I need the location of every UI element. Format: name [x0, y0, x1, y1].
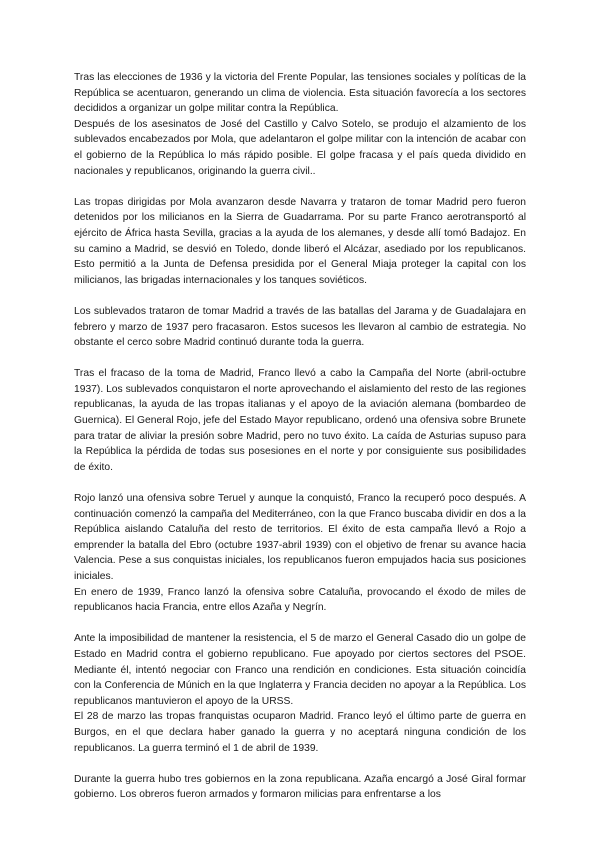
paragraph: Tras las elecciones de 1936 y la victoria del Frente Popular, las tensiones sociales y políticas de la República se acentuaron, generando un clima de violencia. Esta situación favorecía a los sectores decididos a organizar un golpe militar contra la República. — [74, 72, 526, 115]
paragraph: Tras el fracaso de la toma de Madrid, Franco llevó a cabo la Campaña del Norte (abril-octubre 1937). Los sublevados conquistaron el norte aprovechando el aislamiento del resto de las regiones republicanas, la ayuda de las tropas italianas y el apoyo de la aviación alemana (bombardeo de Guernica). El General Rojo, jefe del Estado Mayor republicano, ordenó una ofensiva sobre Brunete para tratar de aliviar la presión sobre Madrid, pero no tuvo éxito. La caída de Asturias supuso para la República la pérdida de todas sus posesiones en el norte y por consiguiente sus posibilidades de éxito. — [74, 368, 526, 473]
paragraph: Ante la imposibilidad de mantener la resistencia, el 5 de marzo el General Casado dio un golpe de Estado en Madrid contra el gobierno republicano. Fue apoyado por ciertos sectores del PSOE. Mediante él, intentó negociar con Franco una rendición en condiciones. Esta situación coincidía con la Conferencia de Múnich en la que Inglaterra y Francia deciden no apoyar a la República. Los republicanos mantuvieron el apoyo de la URSS. — [74, 633, 526, 707]
paragraph: Rojo lanzó una ofensiva sobre Teruel y aunque la conquistó, Franco la recuperó poco después. A continuación comenzó la campaña del Mediterráneo, con la que Franco buscaba dividir en dos a la República aislando Cataluña del resto de territorios. El éxito de esta campaña llevó a Rojo a emprender la batalla del Ebro (octubre 1937-abril 1939) con el objetivo de frenar su avance hacia Valencia. Pese a sus conquistas iniciales, los republicanos fueron empujados hacia sus posiciones iniciales. — [74, 493, 526, 582]
paragraph: Las tropas dirigidas por Mola avanzaron desde Navarra y trataron de tomar Madrid pero fueron detenidos por los milicianos en la Sierra de Guadarrama. Por su parte Franco aerotransportó al ejército de África hasta Sevilla, gracias a la ayuda de los alemanes, y desde allí tomó Badajoz. En su camino a Madrid, se desvió en Toledo, donde liberó el Alcázar, asediado por los republicanos. Esto permitió a la Junta de Defensa presidida por el General Miaja proteger la capital con los milicianos, las brigadas internacionales y los tanques soviéticos. — [74, 196, 526, 286]
paragraph: Durante la guerra hubo tres gobiernos en la zona republicana. Azaña encargó a José Giral formar gobierno. Los obreros fueron armados y formaron milicias para enfrentarse a los — [74, 773, 526, 801]
paragraph: En enero de 1939, Franco lanzó la ofensiva sobre Cataluña, provocando el éxodo de miles de republicanos hacia Francia, entre ellos Azaña y Negrín. — [74, 586, 526, 614]
paragraph: Después de los asesinatos de José del Castillo y Calvo Sotelo, se produjo el alzamiento de los sublevados encabezados por Mola, que adelantaron el golpe militar con la intención de acabar con el gobierno de la República lo más rápido posible. El golpe fracasa y el país queda dividido en nacionales y republicanos, originando la guerra civil.. — [74, 118, 526, 177]
paragraph: Los sublevados trataron de tomar Madrid a través de las batallas del Jarama y de Guadalajara en febrero y marzo de 1937 pero fracasaron. Estos sucesos les llevaron al cambio de estrategia. No obstante el cerco sobre Madrid continuó durante toda la guerra. — [74, 305, 526, 349]
paragraph: El 28 de marzo las tropas franquistas ocuparon Madrid. Franco leyó el último parte de guerra en Burgos, en el que declara haber ganado la guerra y no aceptará ninguna condición de los republicanos. La guerra terminó el 1 de abril de 1939. — [74, 711, 526, 754]
document-body — [74, 70, 526, 803]
